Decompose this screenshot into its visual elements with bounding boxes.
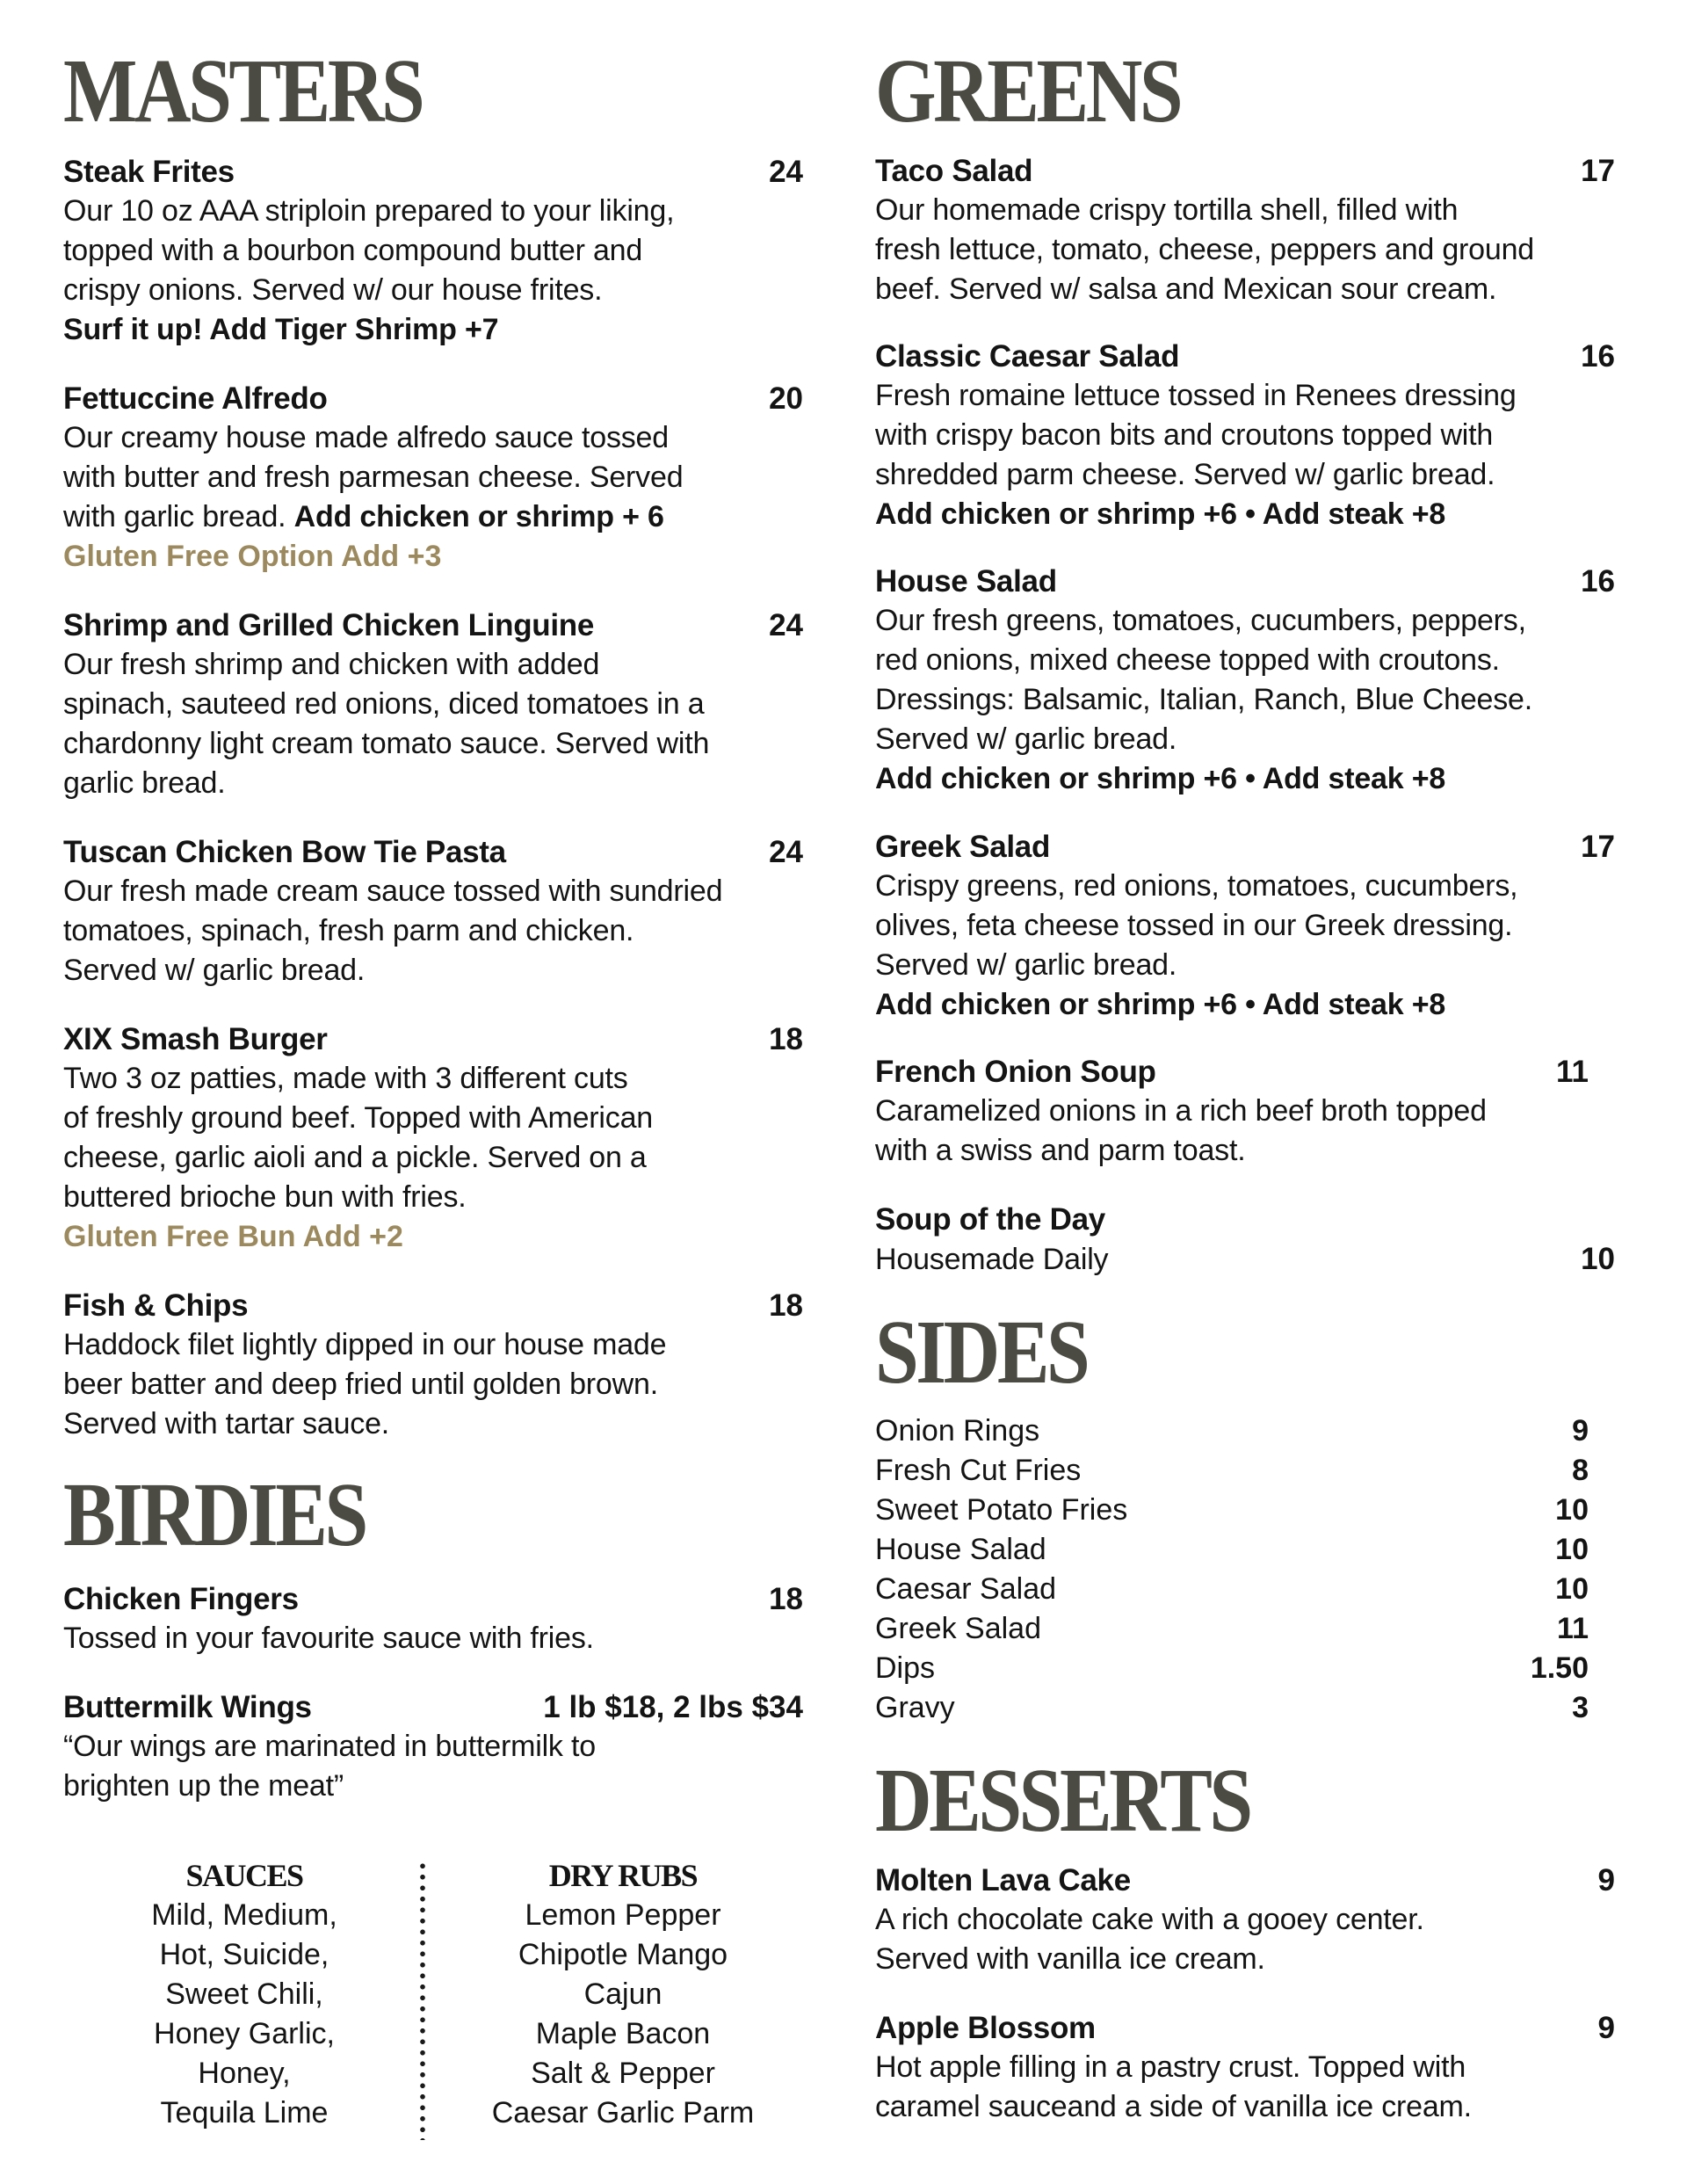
item-name: Steak Frites [63,155,235,189]
side-name: Caesar Salad [875,1572,1057,1606]
side-price: 8 [1572,1454,1589,1487]
side-item [875,1411,1589,1451]
item-price: 10 [1581,1242,1615,1276]
item-description-line: chardonny light cream tomato sauce. Served with [63,727,710,760]
item-price: 11 [1556,1055,1589,1089]
item-description-text: with garlic bread. [63,500,286,533]
item-price: 17 [1581,154,1615,188]
item-price: 9 [1597,1863,1615,1897]
menu-item-apple-blossom [875,2008,1615,2127]
item-name: Chicken Fingers [63,1582,299,1616]
dry-rub-line: Caesar Garlic Parm [491,2096,755,2130]
menu-item-chicken-fingers [63,1579,803,1658]
item-description-line: Tossed in your favourite sauce with fries. [63,1622,594,1655]
side-name: Dips [875,1651,936,1685]
item-description-line: olives, feta cheese tossed in our Greek dressing. [875,909,1513,942]
item-price: 24 [769,835,803,869]
menu-item-house-salad [875,562,1615,799]
sides-list [875,1411,1589,1728]
menu-item-soup-of-the-day [875,1200,1615,1280]
side-price: 11 [1557,1612,1589,1645]
item-price: 9 [1597,2011,1615,2045]
item-price: 17 [1581,830,1615,864]
item-name: XIX Smash Burger [63,1022,328,1056]
item-addon: Surf it up! Add Tiger Shrimp +7 [63,313,499,346]
sauce-line: Tequila Lime [160,2096,329,2130]
menu-item-steak-frites [63,152,803,350]
dry-rubs-title: DRY RUBS [548,1858,698,1893]
item-description-line: Housemade Daily [875,1243,1109,1276]
section-heading-desserts: DESSERTS [875,1750,1250,1851]
menu-item-fish-and-chips [63,1286,803,1444]
section-heading-greens: GREENS [875,40,1181,141]
item-price: 24 [769,155,803,189]
item-description-line: Two 3 oz patties, made with 3 different cuts [63,1062,628,1095]
item-name: Taco Salad [875,154,1033,188]
item-description-line: A rich chocolate cake with a gooey center. [875,1903,1424,1936]
item-description-line: buttered brioche bun with fries. [63,1180,467,1214]
item-description-line: brighten up the meat” [63,1769,344,1803]
sauce-line: Sweet Chili, [165,1977,323,2011]
item-name: Classic Caesar Salad [875,339,1180,374]
item-description-line: Haddock filet lightly dipped in our house made [63,1328,667,1361]
item-name: Molten Lava Cake [875,1863,1131,1897]
item-description-line: Served w/ garlic bread. [875,948,1177,982]
item-name: Shrimp and Grilled Chicken Linguine [63,608,595,642]
item-addon: Add chicken or shrimp +6 • Add steak +8 [875,497,1446,531]
item-name: Apple Blossom [875,2011,1096,2045]
sauce-line: Honey Garlic, [154,2017,335,2050]
item-description-line: Caramelized onions in a rich beef broth topped [875,1094,1487,1128]
sauces-list [63,1837,425,2133]
item-description-line: shredded parm cheese. Served w/ garlic bread. [875,458,1495,491]
item-name: Buttermilk Wings [63,1690,312,1724]
item-description-line: red onions, mixed cheese topped with croutons. [875,643,1500,677]
item-name: Greek Salad [875,830,1051,864]
menu-item-shrimp-chicken-linguine [63,606,803,803]
item-name: Fish & Chips [63,1288,249,1323]
item-description-line: beef. Served w/ salsa and Mexican sour cream. [875,272,1497,306]
side-item [875,1491,1589,1530]
item-description-line: with butter and fresh parmesan cheese. Served [63,461,684,494]
side-item [875,1649,1589,1688]
item-description-line: Served with vanilla ice cream. [875,1942,1265,1976]
item-description-line: spinach, sauteed red onions, diced tomatoes in a [63,687,705,721]
item-description-line [63,497,803,537]
item-description-line: Our 10 oz AAA striploin prepared to your liking, [63,194,675,228]
gluten-free-note: Gluten Free Option Add +3 [63,540,442,573]
menu-item-french-onion-soup [875,1052,1589,1171]
item-description-line: Our fresh made cream sauce tossed with sundried [63,874,723,908]
sauce-line: Honey, [198,2057,291,2090]
side-name: Onion Rings [875,1414,1040,1448]
dotted-divider [420,1861,425,2140]
item-description-line: Served w/ garlic bread. [63,954,366,987]
item-description-line: Our homemade crispy tortilla shell, filled with [875,193,1459,227]
item-price: 16 [1581,564,1615,599]
item-price: 16 [1581,339,1615,374]
sauces-title: SAUCES [185,1858,303,1893]
side-price: 10 [1555,1533,1589,1566]
item-description-line: Crispy greens, red onions, tomatoes, cucumbers, [875,869,1518,903]
item-description-line: tomatoes, spinach, fresh parm and chicken. [63,914,634,947]
item-description-line: Our fresh greens, tomatoes, cucumbers, peppers, [875,604,1526,637]
menu-item-fettuccine-alfredo [63,379,803,577]
section-heading-masters: MASTERS [63,40,423,141]
side-price: 9 [1572,1414,1589,1448]
side-item [875,1451,1589,1491]
item-addon: Add chicken or shrimp +6 • Add steak +8 [875,762,1446,795]
side-name: Greek Salad [875,1612,1041,1645]
item-description-line: crispy onions. Served w/ our house frites. [63,273,603,307]
item-description-line: beer batter and deep fried until golden brown. [63,1368,658,1401]
side-price: 10 [1555,1493,1589,1527]
side-name: Fresh Cut Fries [875,1454,1082,1487]
item-description-line: cheese, garlic aioli and a pickle. Served on a [63,1141,647,1174]
item-price: 1 lb $18, 2 lbs $34 [543,1690,803,1724]
menu-item-greek-salad [875,827,1615,1025]
item-description-line: of freshly ground beef. Topped with American [63,1101,653,1135]
item-price: 18 [769,1582,803,1616]
item-description-line: Our fresh shrimp and chicken with added [63,648,600,681]
item-description-line: Served with tartar sauce. [63,1407,390,1440]
side-price: 1.50 [1530,1651,1589,1685]
item-name: House Salad [875,564,1057,599]
menu-item-smash-burger [63,1019,803,1257]
item-addon: Add chicken or shrimp +6 • Add steak +8 [875,988,1446,1021]
item-description-line: “Our wings are marinated in buttermilk to [63,1730,596,1763]
item-name: Soup of the Day [875,1202,1105,1237]
menu-item-buttermilk-wings [63,1687,803,1806]
item-description-line: Dressings: Balsamic, Italian, Ranch, Blue Cheese. [875,683,1532,716]
dry-rub-line: Maple Bacon [535,2017,711,2050]
item-price: 20 [769,381,803,416]
side-name: Sweet Potato Fries [875,1493,1128,1527]
gluten-free-note: Gluten Free Bun Add +2 [63,1220,403,1253]
side-price: 10 [1555,1572,1589,1606]
side-item [875,1570,1589,1609]
dry-rub-line: Lemon Pepper [525,1898,721,1932]
dry-rub-line: Salt & Pepper [531,2057,715,2090]
item-description-line: garlic bread. [63,766,226,800]
side-item [875,1609,1589,1649]
menu-item-molten-lava-cake [875,1861,1615,1979]
wing-flavours-block [63,1837,803,2153]
item-name: Tuscan Chicken Bow Tie Pasta [63,835,506,869]
dry-rub-line: Chipotle Mango [518,1938,728,1971]
side-name: Gravy [875,1691,955,1724]
section-heading-sides: SIDES [875,1302,1088,1403]
item-price: 24 [769,608,803,642]
item-description-line: topped with a bourbon compound butter and [63,234,643,267]
item-description-line: caramel sauceand a side of vanilla ice cream. [875,2090,1472,2123]
item-description-line: Fresh romaine lettuce tossed in Renees dressing [875,379,1517,412]
item-description-line: Our creamy house made alfredo sauce tossed [63,421,669,454]
side-item [875,1688,1589,1728]
item-description-line: Served w/ garlic bread. [875,722,1177,756]
item-price: 18 [769,1022,803,1056]
menu-item-tuscan-chicken-pasta [63,832,803,990]
menu-item-taco-salad [875,151,1615,309]
menu-item-classic-caesar-salad [875,337,1615,534]
side-price: 3 [1572,1691,1589,1724]
item-addon: Add chicken or shrimp + 6 [293,500,664,533]
sauce-line: Hot, Suicide, [159,1938,329,1971]
item-description-line: with a swiss and parm toast. [875,1134,1246,1167]
dry-rub-line: Cajun [583,1977,662,2011]
item-description-line: Hot apple filling in a pastry crust. Topped with [875,2050,1466,2084]
side-name: House Salad [875,1533,1046,1566]
section-heading-birdies: BIRDIES [63,1464,366,1565]
side-item [875,1530,1589,1570]
sauce-line: Mild, Medium, [151,1898,337,1932]
item-name: Fettuccine Alfredo [63,381,328,416]
item-price: 18 [769,1288,803,1323]
item-description-line: with crispy bacon bits and croutons topped with [875,418,1494,452]
item-description-line: fresh lettuce, tomato, cheese, peppers and ground [875,233,1535,266]
dry-rubs-list [443,1837,803,2133]
item-name: French Onion Soup [875,1055,1156,1089]
